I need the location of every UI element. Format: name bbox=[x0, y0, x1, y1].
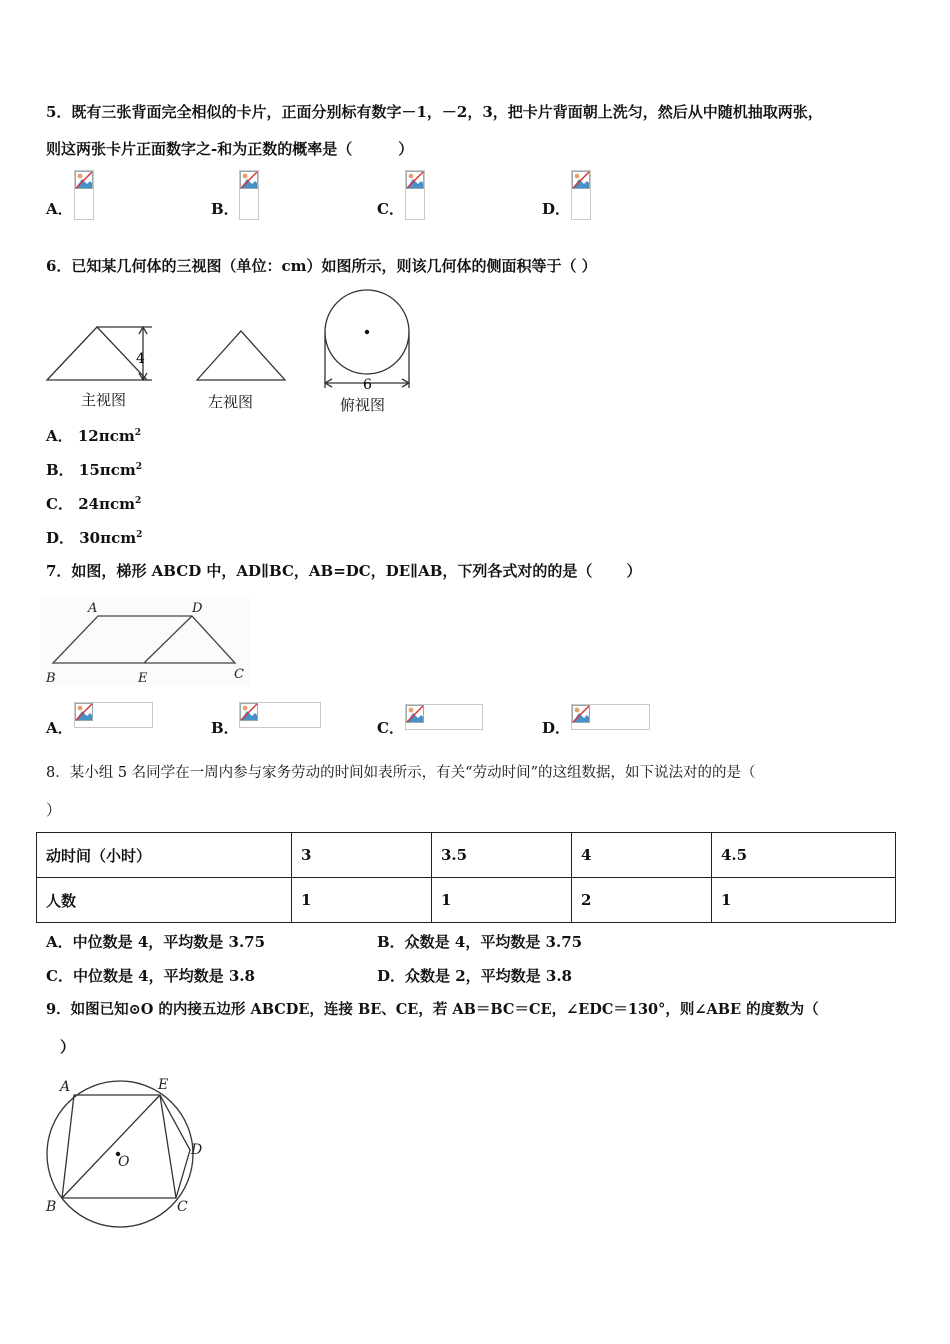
q7-option-d-image[interactable] bbox=[571, 704, 650, 730]
left-view-caption: 左视图 bbox=[208, 393, 254, 411]
q6-option-b[interactable]: B． 15πcm$^2$ bbox=[46, 461, 143, 479]
q5-option-d-label: D． bbox=[542, 200, 571, 218]
table-cell: 人数 bbox=[37, 878, 292, 923]
broken-image-icon bbox=[240, 171, 258, 189]
q6-option-a[interactable]: A． 12πcm$^2$ bbox=[46, 427, 141, 445]
q5-option-d-image[interactable] bbox=[571, 170, 591, 220]
segment-be bbox=[62, 1095, 160, 1198]
q7-option-c-label: C． bbox=[377, 719, 404, 737]
point-d-label: D bbox=[191, 1142, 203, 1158]
q7-option-b-label: B． bbox=[211, 719, 239, 737]
point-c-label: C bbox=[234, 667, 244, 682]
q7-option-c-image[interactable] bbox=[405, 704, 483, 730]
q6-option-c[interactable]: C． 24πcm$^2$ bbox=[46, 495, 142, 513]
height-label: 4 bbox=[136, 351, 145, 367]
top-view-center-dot bbox=[365, 330, 369, 334]
point-b-label: B bbox=[46, 671, 56, 686]
q9-stem-line2: ） bbox=[60, 1038, 76, 1056]
q5-option-c-label: C． bbox=[377, 200, 404, 218]
q8-option-a[interactable]: A．中位数是 4，平均数是 3.75 bbox=[46, 933, 266, 951]
q7-option-b-image[interactable] bbox=[239, 702, 321, 728]
q7-stem-close: ） bbox=[626, 562, 642, 580]
table-header-cell: 3.5 bbox=[432, 833, 572, 878]
front-view-caption: 主视图 bbox=[81, 391, 127, 409]
table-header-cell: 动时间（小时） bbox=[37, 833, 292, 878]
front-view-triangle bbox=[47, 327, 147, 380]
q8-stem-line2: ） bbox=[46, 801, 62, 819]
q6-stem: 6．已知某几何体的三视图（单位：cm）如图所示，则该几何体的侧面积等于（ ） bbox=[46, 257, 597, 275]
point-o-label: O bbox=[118, 1154, 130, 1170]
broken-image-icon bbox=[406, 705, 424, 723]
point-e-label: E bbox=[158, 1077, 169, 1093]
broken-image-icon bbox=[75, 703, 93, 721]
circle-pentagon-figure bbox=[40, 1070, 220, 1230]
point-e-label: E bbox=[138, 671, 148, 686]
q8-option-b[interactable]: B．众数是 4，平均数是 3.75 bbox=[377, 933, 583, 951]
q7-stem-text: 7．如图，梯形 ABCD 中，AD∥BC，AB=DC，DE∥AB，下列各式对的的是（ bbox=[46, 562, 593, 580]
table-header-cell: 3 bbox=[292, 833, 432, 878]
top-view-caption: 俯视图 bbox=[340, 396, 386, 414]
q6-option-d[interactable]: D． 30πcm$^2$ bbox=[46, 529, 143, 547]
q9-stem-line1: 9．如图已知⊙O 的内接五边形 ABCDE，连接 BE、CE，若 AB＝BC＝CE，∠EDC＝130°，则∠ABE 的度数为（ bbox=[46, 1001, 819, 1018]
q5-stem-close: ） bbox=[398, 140, 414, 158]
point-c-label: C bbox=[177, 1199, 188, 1215]
q8-option-d[interactable]: D．众数是 2，平均数是 3.8 bbox=[377, 967, 572, 985]
table-cell: 1 bbox=[712, 878, 896, 923]
q5-option-a-image[interactable] bbox=[74, 170, 94, 220]
broken-image-icon bbox=[572, 171, 590, 189]
left-view-triangle bbox=[197, 331, 285, 380]
q5-stem-line1: 5．既有三张背面完全相似的卡片，正面分别标有数字－1，－2，3，把卡片背面朝上洗匀，然后从中随机抽取两张， bbox=[46, 103, 823, 121]
q5-option-b-label: B． bbox=[211, 200, 239, 218]
trapezoid-figure bbox=[40, 596, 252, 688]
broken-image-icon bbox=[572, 705, 590, 723]
broken-image-icon bbox=[75, 171, 93, 189]
q8-option-c[interactable]: C．中位数是 4，平均数是 3.8 bbox=[46, 967, 255, 985]
point-b-label: B bbox=[46, 1199, 57, 1215]
diameter-label: 6 bbox=[363, 377, 372, 393]
point-a-label: A bbox=[88, 601, 98, 616]
q5-option-a-label: A． bbox=[46, 200, 73, 218]
q8-stem-line1: 8．某小组 5 名同学在一周内参与家务劳动的时间如表所示，有关“劳动时间”的这组数据，如下说法对的的是（ bbox=[46, 765, 756, 781]
q5-option-b-image[interactable] bbox=[239, 170, 259, 220]
q7-stem bbox=[46, 561, 641, 581]
labor-time-table bbox=[36, 832, 896, 923]
table-cell: 2 bbox=[572, 878, 712, 923]
table-cell: 1 bbox=[432, 878, 572, 923]
pentagon-abcde bbox=[62, 1095, 190, 1198]
table-cell: 1 bbox=[292, 878, 432, 923]
q5-option-c-image[interactable] bbox=[405, 170, 425, 220]
q7-option-d-label: D． bbox=[542, 719, 571, 737]
table-row bbox=[37, 878, 896, 923]
table-header-cell: 4.5 bbox=[712, 833, 896, 878]
broken-image-icon bbox=[406, 171, 424, 189]
q5-stem-line2 bbox=[46, 139, 413, 159]
table-header-cell: 4 bbox=[572, 833, 712, 878]
table-row bbox=[37, 833, 896, 878]
q7-option-a-image[interactable] bbox=[74, 702, 153, 728]
point-d-label: D bbox=[192, 601, 203, 616]
q7-option-a-label: A． bbox=[46, 719, 73, 737]
point-a-label: A bbox=[60, 1079, 71, 1095]
q5-stem-text: 则这两张卡片正面数字之-和为正数的概率是（ bbox=[46, 140, 353, 158]
broken-image-icon bbox=[240, 703, 258, 721]
